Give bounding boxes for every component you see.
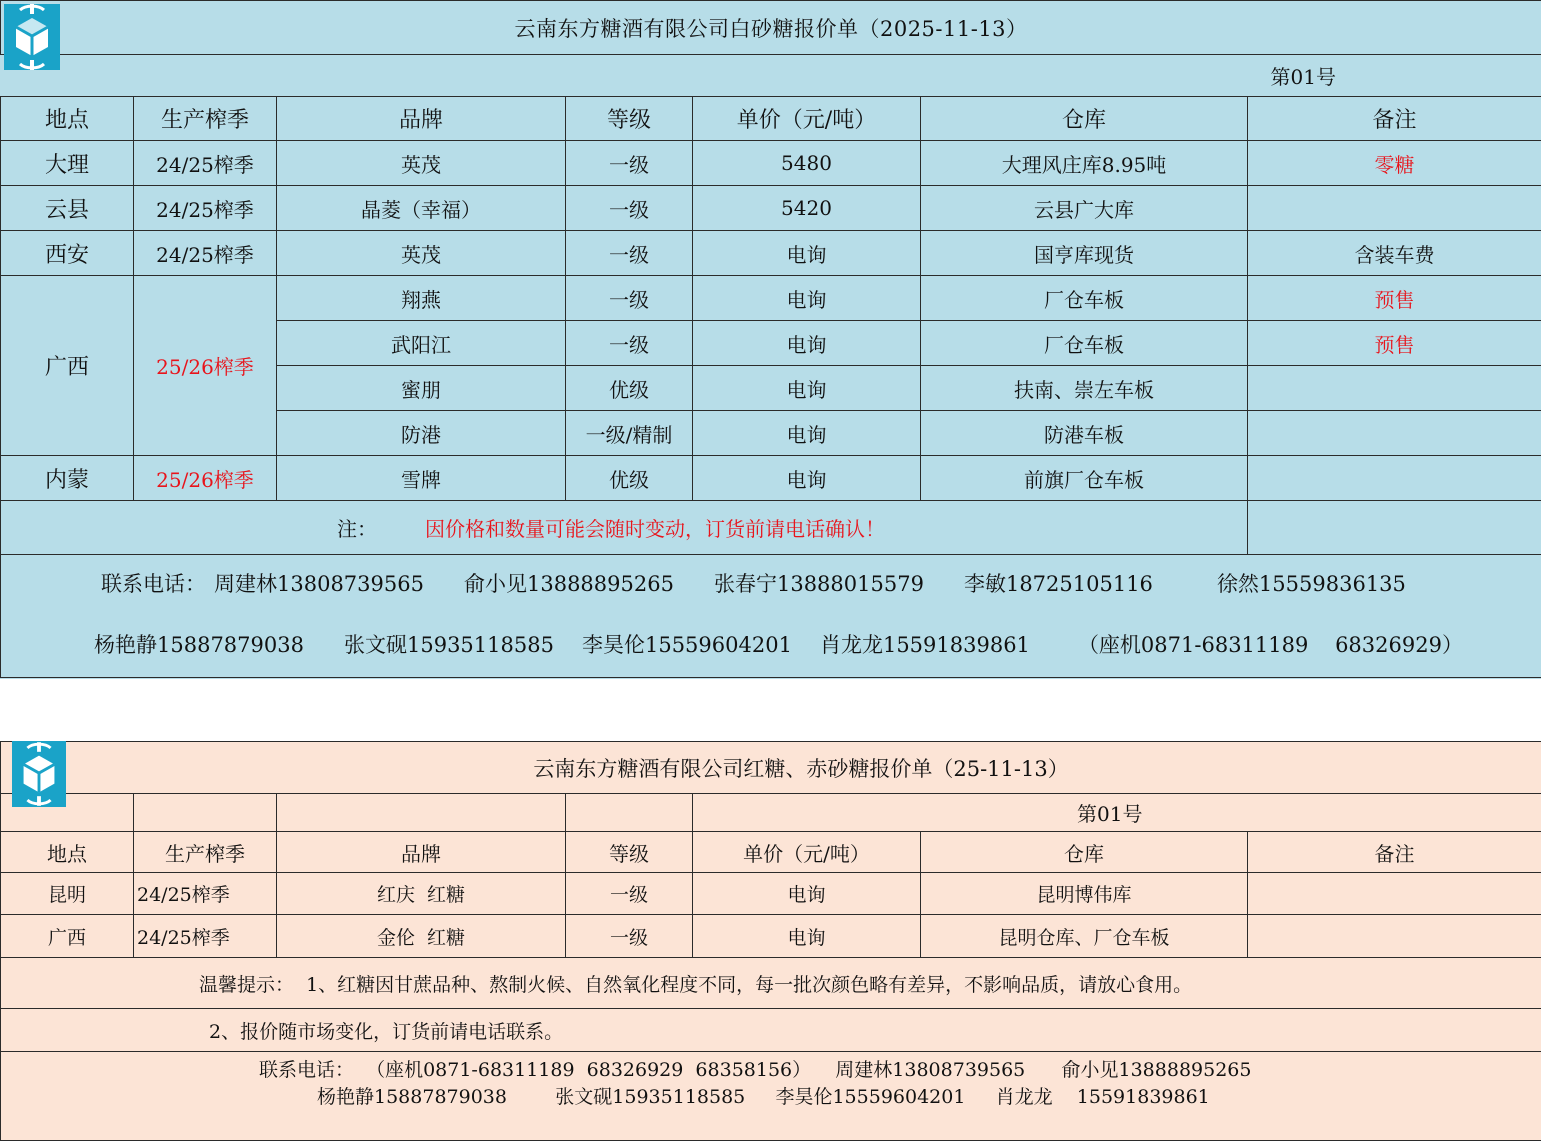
cell-price: 电询 [693,321,921,366]
cell-grade: 一级 [566,231,693,276]
contact-item: 肖龙龙15591839861 [819,633,1030,657]
header-note: 备注 [1248,97,1541,141]
table-row [1,141,1541,186]
cell-price: 电询 [693,915,921,958]
header-price: 单价（元/吨） [693,832,921,873]
cell-grade: 一级 [566,915,693,958]
cell-warehouse: 国亨库现货 [921,231,1248,276]
company-logo-icon [12,741,66,807]
table-row [1,276,1541,321]
table-row [1,231,1541,276]
cell-grade: 优级 [566,366,693,411]
header-grade: 等级 [566,97,693,141]
cell-grade: 优级 [566,456,693,501]
cell-price: 电询 [693,276,921,321]
header-brand: 品牌 [277,97,566,141]
cell-grade: 一级 [566,276,693,321]
cell-note [1248,456,1541,501]
cell-note: 预售 [1248,321,1541,366]
cell-note [1248,873,1541,915]
cell-place: 广西 [1,915,134,958]
tip-line-1: 温馨提示： 1、红糖因甘蔗品种、熬制火候、自然氧化程度不同，每一批次颜色略有差异，不影响品质，请放心食用。 [1,958,1541,1009]
empty-cell [277,794,566,832]
cell-brand: 翔燕 [277,276,566,321]
header-grade: 等级 [566,832,693,873]
cell-note: 零糖 [1248,141,1541,186]
cell-warehouse: 昆明仓库、厂仓车板 [921,915,1248,958]
cell-grade: 一级 [566,321,693,366]
contact-item: 周建林13808739565 [214,572,424,596]
cell-price: 5480 [693,141,921,186]
cell-price: 电询 [693,366,921,411]
cell-warehouse: 前旗厂仓车板 [921,456,1248,501]
empty-cell [134,794,277,832]
table-row [1,915,1541,958]
cell-brand: 晶菱（幸福） [277,186,566,231]
empty-cell [566,794,693,832]
contact-cell [1,1052,1541,1141]
cell-brand: 英茂 [277,231,566,276]
cell-place: 广西 [1,276,134,456]
cell-grade: 一级/精制 [566,411,693,456]
brown-sugar-price-sheet [0,741,1541,1141]
cell-season: 24/25榨季 [134,915,277,958]
contact-label: 联系电话： [101,572,206,596]
cell-place: 西安 [1,231,134,276]
cell-warehouse: 厂仓车板 [921,276,1248,321]
contact-item: 徐然15559836135 [1216,572,1406,596]
cell-price: 电询 [693,456,921,501]
sheet-number: 第01号 [693,794,1541,832]
cell-place: 昆明 [1,873,134,915]
header-place: 地点 [1,832,134,873]
note-label: 注： [337,517,377,541]
cell-place: 云县 [1,186,134,231]
cell-note [1248,366,1541,411]
cell-brand: 红庆 红糖 [277,873,566,915]
cell-place: 大理 [1,141,134,186]
table-row [1,186,1541,231]
header-place: 地点 [1,97,134,141]
contact-item: 杨艳静15887879038 [94,633,304,657]
contact-item: 李敏18725105116 [963,572,1153,596]
table-row [1,873,1541,915]
cell-warehouse: 大理风庄库8.95吨 [921,141,1248,186]
cell-price: 电询 [693,231,921,276]
contact-item: 俞小见13888895265 [463,572,674,596]
cell-price: 电询 [693,411,921,456]
cell-warehouse: 昆明博伟库 [921,873,1248,915]
header-brand: 品牌 [277,832,566,873]
cell-brand: 蜜朋 [277,366,566,411]
contact-line-1: 联系电话： （座机0871-68311189 68326929 68358156） 周建林13808739565 俞小见13888895265 [259,1059,1252,1081]
sheet-title: 云南东方糖酒有限公司白砂糖报价单（2025-11-13） [1,1,1541,55]
tip-line-2: 2、报价随市场变化，订货前请电话联系。 [1,1009,1541,1052]
cell-note: 含装车费 [1248,231,1541,276]
header-season: 生产榨季 [134,97,277,141]
cell-season: 24/25榨季 [134,141,277,186]
contact-cell [1,555,1541,678]
header-note: 备注 [1248,832,1541,873]
cell-warehouse: 防港车板 [921,411,1248,456]
cell-brand: 雪牌 [277,456,566,501]
cell-warehouse: 云县广大库 [921,186,1248,231]
cell-note [1248,411,1541,456]
cell-season: 25/26榨季 [134,276,277,456]
contact-item: 张文砚15935118585 [343,633,554,657]
cell-warehouse: 扶南、崇左车板 [921,366,1248,411]
contact-item: （座机0871-68311189 68326929） [1077,633,1463,657]
cell-grade: 一级 [566,873,693,915]
note-empty-cell [1248,501,1541,555]
cell-note [1248,186,1541,231]
sheet-number: 第01号 [1,55,1541,97]
header-season: 生产榨季 [134,832,277,873]
contact-item: 李昊伦15559604201 [581,633,792,657]
table-row [1,456,1541,501]
cell-brand: 英茂 [277,141,566,186]
contact-line-2: 杨艳静15887879038 张文砚15935118585 李昊伦15559604201 肖龙龙 15591839861 [317,1086,1210,1108]
cell-brand: 武阳江 [277,321,566,366]
cell-place: 内蒙 [1,456,134,501]
cell-grade: 一级 [566,141,693,186]
note-cell [1,501,1248,555]
header-warehouse: 仓库 [921,97,1248,141]
header-price: 单价（元/吨） [693,97,921,141]
cell-season: 24/25榨季 [134,231,277,276]
sheet-title: 云南东方糖酒有限公司红糖、赤砂糖报价单（25-11-13） [1,742,1541,794]
note-text: 因价格和数量可能会随时变动，订货前请电话确认！ [425,517,885,541]
cell-price: 电询 [693,873,921,915]
cell-season: 24/25榨季 [134,186,277,231]
cell-grade: 一级 [566,186,693,231]
company-logo-icon [4,4,60,70]
cell-season: 25/26榨季 [134,456,277,501]
cell-note [1248,915,1541,958]
header-warehouse: 仓库 [921,832,1248,873]
cell-brand: 金伦 红糖 [277,915,566,958]
note-row [1,501,1541,555]
contact-line-2 [94,629,1463,659]
cell-season: 24/25榨季 [134,873,277,915]
contact-row [1,555,1541,678]
cell-note: 预售 [1248,276,1541,321]
brown-sugar-table [0,741,1541,1141]
cell-price: 5420 [693,186,921,231]
cell-warehouse: 厂仓车板 [921,321,1248,366]
contact-item: 张春宁13888015579 [713,572,924,596]
cell-brand: 防港 [277,411,566,456]
contact-line-1 [101,568,1406,598]
